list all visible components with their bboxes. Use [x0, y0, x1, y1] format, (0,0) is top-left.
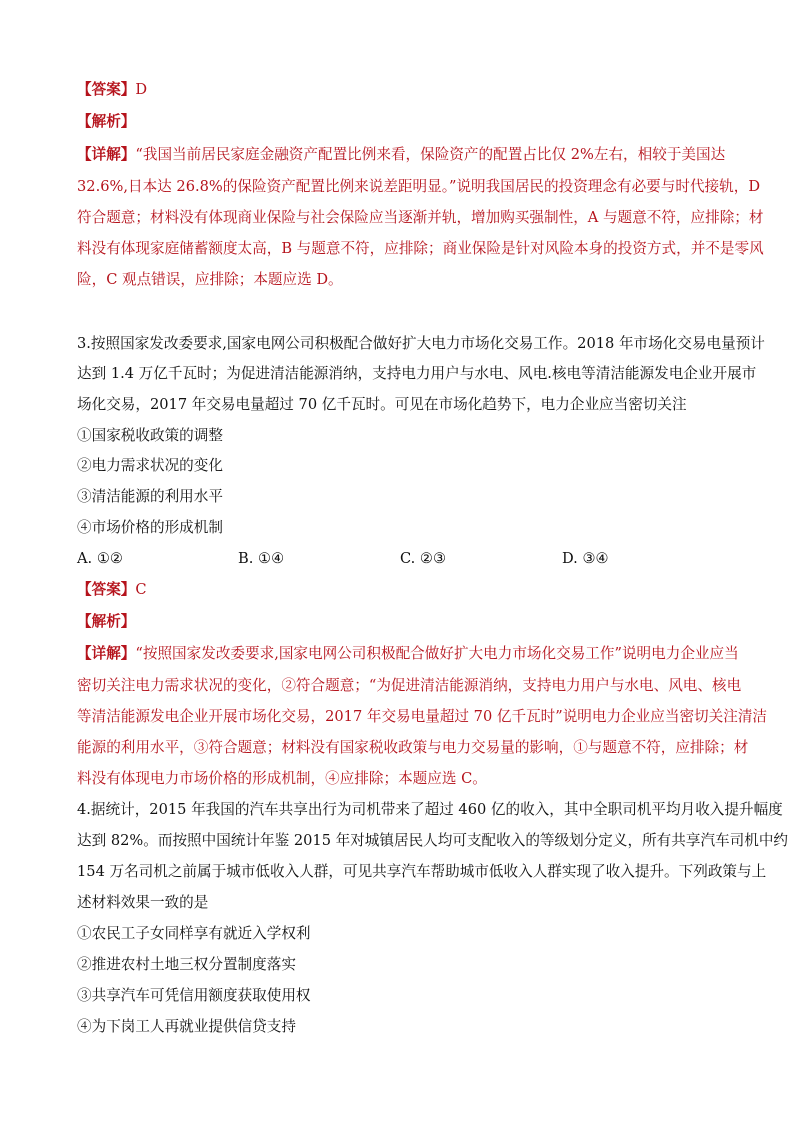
q4-stem-line-4: 述材料效果一致的是 — [77, 894, 209, 911]
answer-value: D — [135, 81, 148, 98]
q3-stem-line-3: 场化交易，2017 年交易电量超过 70 亿千瓦时。可见在市场化趋势下，电力企业应当密切关注 — [77, 396, 687, 413]
answer-label: 【答案】 — [77, 81, 136, 98]
q4-item-3: ③共享汽车可凭信用额度获取使用权 — [77, 987, 311, 1004]
q3-detail-line-5: 料没有体现电力市场价格的形成机制，④应排除；本题应选 C。 — [77, 770, 487, 787]
detail-line-2: 32.6%,日本达 26.8%的保险资产配置比例来说差距明显。”说明我国居民的投资理念有必要与时代接轨，D — [77, 178, 761, 195]
q3-analysis-label: 【解析】 — [77, 613, 136, 630]
q3-item-3: ③清洁能源的利用水平 — [77, 488, 223, 505]
answer-line — [77, 80, 147, 100]
analysis-label-line — [77, 112, 135, 132]
q3-option-b: B. ①④ — [238, 550, 285, 567]
detail-text: “我国当前居民家庭金融资产配置比例来看，保险资产的配置占比仅 2%左右，相较于美国达 — [135, 146, 726, 163]
detail-line-4: 料没有体现家庭储蓄额度太高，B 与题意不符，应排除；商业保险是针对风险本身的投资方式，并不是零风 — [77, 240, 764, 257]
q3-stem-line-2: 达到 1.4 万亿千瓦时；为促进清洁能源消纳，支持电力用户与水电、风电.核电等清洁能源发电企业开展市 — [77, 365, 757, 382]
q3-option-d: D. ③④ — [562, 550, 609, 567]
detail-line-5: 险，C 观点错误，应排除；本题应选 D。 — [77, 271, 343, 288]
q3-answer-value: C — [135, 581, 147, 598]
q3-detail-line-1 — [77, 644, 739, 664]
q3-detail-line-3: 等清洁能源发电企业开展市场化交易，2017 年交易电量超过 70 亿千瓦时”说明电力企业应当密切关注清洁 — [77, 708, 768, 725]
q4-item-2: ②推进农村土地三权分置制度落实 — [77, 956, 296, 973]
detail-line-1 — [77, 145, 725, 165]
analysis-label: 【解析】 — [77, 113, 136, 130]
q3-answer-label: 【答案】 — [77, 581, 136, 598]
q3-option-c: C. ②③ — [400, 550, 447, 567]
detail-label: 【详解】 — [77, 146, 136, 163]
q3-detail-label: 【详解】 — [77, 645, 136, 662]
q3-answer-line — [77, 580, 147, 600]
q4-stem-line-3: 154 万名司机之前属于城市低收入人群，可见共享汽车帮助城市低收入人群实现了收入提升。下列政策与上 — [77, 863, 767, 880]
q4-stem-line-1: 4.据统计，2015 年我国的汽车共享出行为司机带来了超过 460 亿的收入，其中全职司机平均月收入提升幅度 — [77, 801, 783, 818]
q3-detail-line-4: 能源的利用水平，③符合题意；材料没有国家税收政策与电力交易量的影响，①与题意不符，应排除；材 — [77, 739, 749, 756]
q4-item-4: ④为下岗工人再就业提供信贷支持 — [77, 1018, 296, 1035]
detail-line-3: 符合题意；材料没有体现商业保险与社会保险应当逐渐并轨，增加购买强制性，A 与题意不符，应排除；材 — [77, 209, 764, 226]
q3-analysis-label-line — [77, 612, 135, 632]
q3-detail-text: “按照国家发改委要求,国家电网公司积极配合做好扩大电力市场化交易工作”说明电力企业应当 — [135, 645, 739, 662]
q3-detail-line-2: 密切关注电力需求状况的变化，②符合题意；“为促进清洁能源消纳，支持电力用户与水电、风电、核电 — [77, 677, 742, 694]
q3-option-a: A. ①② — [77, 550, 123, 567]
q4-item-1: ①农民工子女同样享有就近入学权利 — [77, 925, 311, 942]
q3-stem-line-1: 3.按照国家发改委要求,国家电网公司积极配合做好扩大电力市场化交易工作。2018 年市场化交易电量预计 — [77, 335, 765, 352]
q4-stem-line-2: 达到 82%。而按照中国统计年鉴 2015 年对城镇居民人均可支配收入的等级划分定义，所有共享汽车司机中约 — [77, 832, 789, 849]
q3-item-4: ④市场价格的形成机制 — [77, 519, 223, 536]
q3-item-2: ②电力需求状况的变化 — [77, 457, 223, 474]
q3-item-1: ①国家税收政策的调整 — [77, 427, 223, 444]
